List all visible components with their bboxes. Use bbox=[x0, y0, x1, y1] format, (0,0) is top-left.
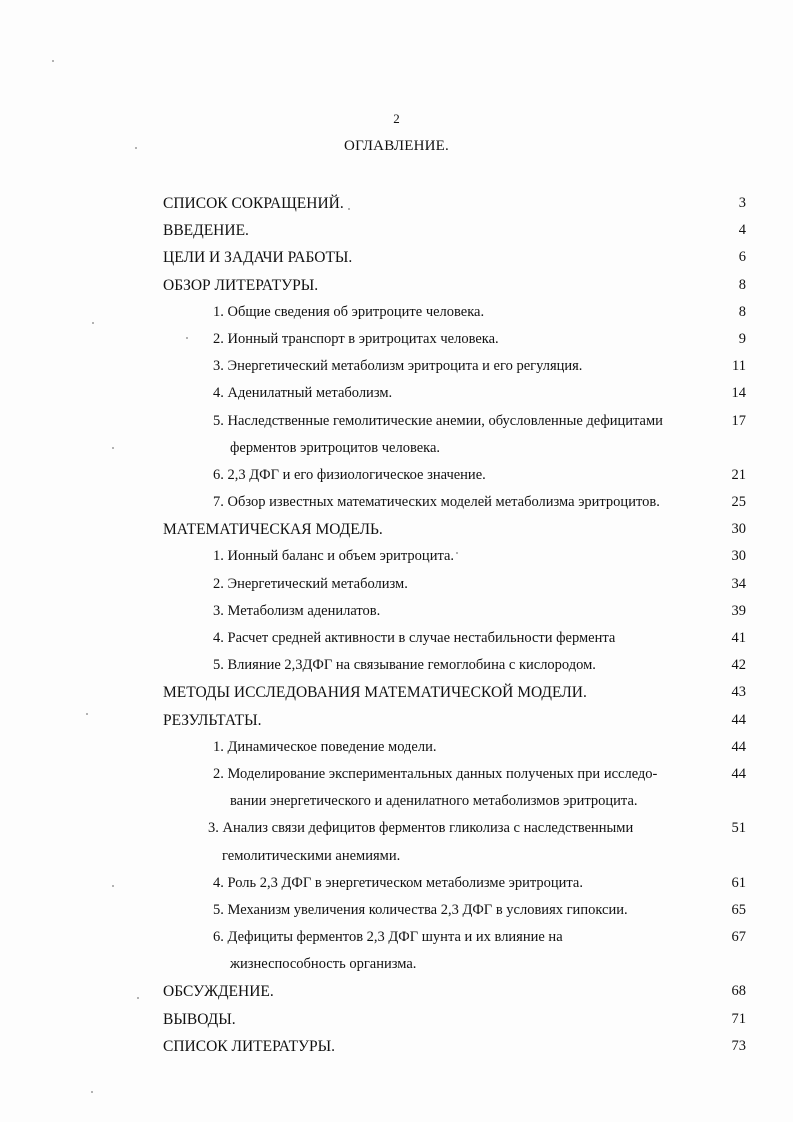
scan-speck bbox=[135, 147, 137, 149]
toc-entry-page: 68 bbox=[731, 983, 746, 1000]
toc-entry-page: 44 bbox=[731, 711, 746, 728]
toc-entry bbox=[0, 572, 793, 599]
scan-speck bbox=[348, 208, 350, 210]
toc-entry-title: СПИСОК ЛИТЕРАТУРЫ. bbox=[163, 1037, 336, 1055]
toc-entry bbox=[0, 327, 793, 354]
toc-entry bbox=[0, 300, 793, 327]
toc-entry-title: 3. Энергетический метаболизм эритроцита и его регуляция. bbox=[213, 358, 583, 375]
toc-entry-title: РЕЗУЛЬТАТЫ. bbox=[163, 711, 262, 729]
toc-entry bbox=[0, 844, 793, 871]
toc-entry bbox=[0, 952, 793, 979]
toc-entry-title: 1. Ионный баланс и объем эритроцита. bbox=[213, 548, 455, 565]
toc-entry-page: 67 bbox=[731, 929, 746, 946]
toc-entry bbox=[0, 191, 793, 218]
page-number: 2 bbox=[393, 111, 400, 126]
toc-entry-title: 4. Роль 2,3 ДФГ в энергетическом метаболизме эритроцита. bbox=[213, 874, 583, 891]
toc-entry-title: 2. Ионный транспорт в эритроцитах человека. bbox=[213, 330, 499, 347]
toc-entry-title: СПИСОК СОКРАЩЕНИЙ. bbox=[163, 195, 344, 212]
toc-entry-page: 30 bbox=[731, 548, 746, 565]
toc-entry-page: 3 bbox=[738, 195, 746, 211]
toc-entry-title: ВВЕДЕНИЕ. bbox=[163, 222, 249, 240]
toc-entry-page: 44 bbox=[731, 738, 746, 755]
toc-entry-title: 2. Энергетический метаболизм. bbox=[213, 575, 408, 592]
toc-entry bbox=[0, 517, 793, 544]
toc-entry-page: 17 bbox=[731, 412, 746, 429]
toc-entry-title: 3. Метаболизм аденилатов. bbox=[213, 602, 381, 619]
toc-entry-title: 7. Обзор известных математических моделей метаболизма эритроцитов. bbox=[213, 494, 660, 511]
toc-entry bbox=[0, 653, 793, 680]
toc-entry-title: 5. Механизм увеличения количества 2,3 ДФГ в условиях гипоксии. bbox=[213, 901, 628, 918]
scan-speck bbox=[91, 1091, 93, 1093]
scan-speck bbox=[86, 713, 88, 715]
toc-entry bbox=[0, 925, 793, 952]
toc-entry-page: 43 bbox=[731, 684, 746, 701]
toc-entry bbox=[0, 463, 793, 490]
scan-speck bbox=[52, 60, 54, 62]
toc-entry-title: 4. Расчет средней активности в случае нестабильности фермента bbox=[213, 630, 616, 646]
toc-entry-title: ОБЗОР ЛИТЕРАТУРЫ. bbox=[163, 276, 319, 294]
toc-entry bbox=[0, 544, 793, 571]
toc-entry-title: 5. Влияние 2,3ДФГ на связывание гемоглобина с кислородом. bbox=[213, 657, 596, 674]
toc-entry-title: ОБСУЖДЕНИЕ. bbox=[163, 983, 274, 1001]
toc-entry bbox=[0, 245, 793, 272]
toc-entry bbox=[0, 680, 793, 707]
toc-entry-page: 51 bbox=[731, 820, 746, 837]
toc-entry-title: 1. Общие сведения об эритроците человека. bbox=[213, 303, 485, 320]
page-title: ОГЛАВЛЕНИЕ. bbox=[344, 138, 449, 154]
toc-entry-title: гемолитическими анемиями. bbox=[222, 847, 401, 864]
toc-entry-page: 25 bbox=[731, 494, 746, 511]
toc-entry-page: 39 bbox=[731, 602, 746, 619]
toc-entry bbox=[0, 354, 793, 381]
toc-entry-page: 8 bbox=[738, 303, 746, 320]
scan-speck bbox=[112, 885, 114, 887]
toc-entry-page: 42 bbox=[731, 657, 746, 674]
toc-entry bbox=[0, 626, 793, 653]
toc-entry-title: ЦЕЛИ И ЗАДАЧИ РАБОТЫ. bbox=[163, 249, 353, 267]
toc-entry-page: 8 bbox=[738, 276, 746, 293]
toc-entry-page: 11 bbox=[732, 358, 746, 375]
toc-entry-page: 71 bbox=[731, 1010, 746, 1027]
toc-entry-page: 6 bbox=[738, 249, 746, 266]
toc-entry-title: вании энергетического и аденилатного метаболизмов эритроцита. bbox=[230, 793, 638, 810]
scan-speck bbox=[456, 552, 458, 554]
toc-entry-title: жизнеспособность организма. bbox=[230, 956, 417, 973]
toc-entry-page: 14 bbox=[731, 385, 746, 402]
toc-entry-page: 61 bbox=[731, 874, 746, 891]
toc-entry-title: МЕТОДЫ ИССЛЕДОВАНИЯ МАТЕМАТИЧЕСКОЙ МОДЕЛИ. bbox=[163, 684, 587, 702]
scan-speck bbox=[112, 447, 114, 449]
scan-speck bbox=[186, 337, 188, 339]
toc-entry bbox=[0, 599, 793, 626]
toc-entry-title: ферментов эритроцитов человека. bbox=[230, 439, 441, 456]
toc-entry-page: 4 bbox=[738, 222, 746, 239]
toc-entry bbox=[0, 898, 793, 925]
toc-entry bbox=[0, 789, 793, 816]
table-of-contents bbox=[0, 191, 793, 1061]
toc-entry-page: 34 bbox=[731, 575, 746, 592]
toc-entry bbox=[0, 979, 793, 1006]
toc-entry-title: 3. Анализ связи дефицитов ферментов гликолиза с наследственными bbox=[208, 820, 634, 837]
toc-entry-title: 6. Дефициты ферментов 2,3 ДФГ шунта и их влияние на bbox=[213, 929, 563, 946]
toc-entry-page: 30 bbox=[731, 521, 746, 538]
toc-entry-page: 9 bbox=[738, 330, 746, 347]
toc-entry bbox=[0, 762, 793, 789]
toc-entry bbox=[0, 708, 793, 735]
toc-entry-title: 2. Моделирование экспериментальных данных полученых при исследо- bbox=[213, 765, 658, 782]
toc-entry bbox=[0, 1034, 793, 1061]
scan-speck bbox=[92, 322, 94, 324]
toc-entry bbox=[0, 381, 793, 408]
toc-entry-title: ВЫВОДЫ. bbox=[163, 1010, 236, 1028]
toc-entry bbox=[0, 816, 793, 843]
toc-entry-title: 4. Аденилатный метаболизм. bbox=[213, 385, 393, 402]
scan-speck bbox=[137, 997, 139, 999]
toc-entry-page: 41 bbox=[731, 630, 746, 646]
toc-entry-page: 73 bbox=[731, 1037, 746, 1054]
toc-entry-page: 65 bbox=[731, 901, 746, 918]
toc-entry-page: 44 bbox=[731, 765, 746, 782]
toc-entry bbox=[0, 490, 793, 517]
toc-entry bbox=[0, 436, 793, 463]
toc-entry-title: 5. Наследственные гемолитические анемии, обусловленные дефицитами bbox=[213, 412, 663, 429]
toc-entry bbox=[0, 735, 793, 762]
toc-entry bbox=[0, 871, 793, 898]
toc-entry-page: 21 bbox=[731, 466, 746, 483]
toc-entry bbox=[0, 218, 793, 245]
toc-entry bbox=[0, 409, 793, 436]
toc-entry-title: МАТЕМАТИЧЕСКАЯ МОДЕЛЬ. bbox=[163, 521, 383, 539]
toc-entry-title: 6. 2,3 ДФГ и его физиологическое значение. bbox=[213, 466, 486, 483]
toc-entry bbox=[0, 1007, 793, 1034]
toc-entry-title: 1. Динамическое поведение модели. bbox=[213, 738, 437, 755]
toc-entry bbox=[0, 273, 793, 300]
